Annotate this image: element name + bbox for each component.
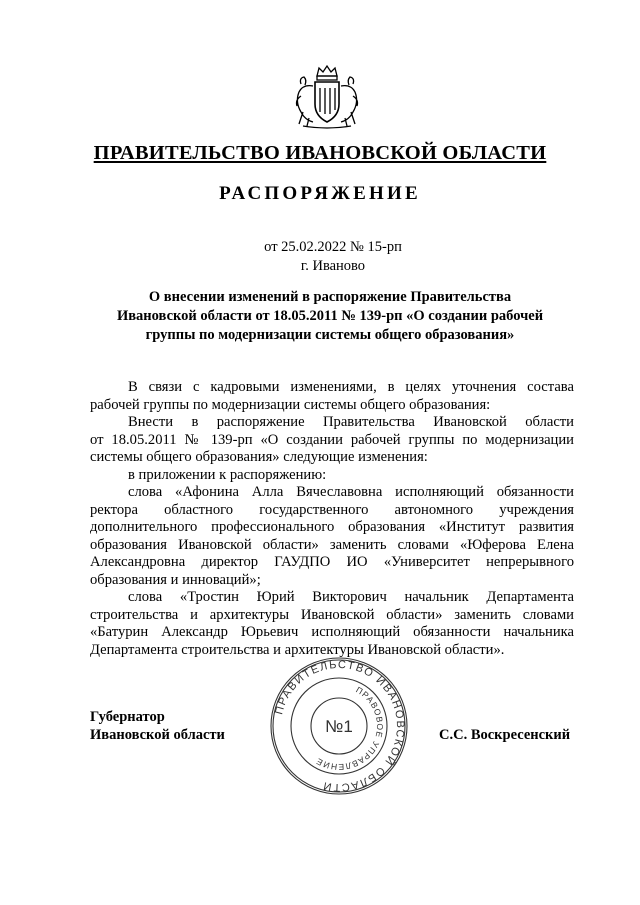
body-line: строительства и архитектуры Ивановской области» заменить словами bbox=[90, 606, 574, 623]
stamp-ring-text: ПРАВИТЕЛЬСТВО ИВАНОВСКОЙ ОБЛАСТИ bbox=[273, 658, 407, 794]
document-body bbox=[90, 379, 574, 659]
stamp-inner-text: ПРАВОВОЕ УПРАВЛЕНИЕ bbox=[313, 684, 386, 773]
body-line: дополнительного профессионального образования «Институт развития bbox=[90, 519, 574, 535]
stamp-number: №1 bbox=[325, 717, 353, 736]
signatory-title-line: Губернатор bbox=[90, 709, 165, 725]
signatory-title bbox=[90, 708, 225, 744]
organization-title: ПРАВИТЕЛЬСТВО ИВАНОВСКОЙ ОБЛАСТИ bbox=[93, 142, 547, 164]
document-date-number: от 25.02.2022 № 15-рп bbox=[264, 239, 402, 255]
body-line: рабочей группы по модернизации системы общего образования: bbox=[90, 396, 491, 413]
body-line: Внести в распоряжение Правительства Ивановской области bbox=[128, 414, 574, 430]
body-line: «Батурин Александр Юрьевич исполняющий обязанности начальника bbox=[90, 624, 574, 640]
subject-line: О внесении изменений в распоряжение Правительства bbox=[148, 289, 512, 305]
body-line: Александровна директор ГАУДПО ИО «Университет непрерывного bbox=[90, 554, 574, 570]
body-line: системы общего образования» следующие изменения: bbox=[90, 449, 428, 465]
body-line: образования Ивановской области» заменить словами «Юферова Елена bbox=[90, 536, 574, 553]
body-line: от 18.05.2011 № 139-рп «О создании рабочей группы по модернизации bbox=[90, 431, 574, 448]
body-line: слова «Тростин Юрий Викторович начальник Департамента bbox=[128, 589, 574, 605]
body-line: образования и инноваций»; bbox=[90, 571, 261, 588]
official-stamp bbox=[268, 655, 410, 797]
body-line: В связи с кадровыми изменениями, в целях уточнения состава bbox=[128, 379, 574, 395]
subject-line: группы по модернизации системы общего образования» bbox=[145, 327, 515, 343]
document-city: г. Иваново bbox=[300, 258, 366, 274]
subject-line: Ивановской области от 18.05.2011 № 139-рп «О создании рабочей bbox=[116, 308, 544, 324]
body-line: ректора областного государственного автономного учреждения bbox=[90, 501, 574, 518]
document-type: РАСПОРЯЖЕНИЕ bbox=[219, 183, 421, 204]
signatory-title-line: Ивановской области bbox=[90, 727, 225, 743]
body-line: Департамента строительства и архитектуры Ивановской области». bbox=[90, 641, 505, 658]
coat-of-arms-icon bbox=[289, 62, 365, 130]
document-subject bbox=[60, 288, 600, 345]
body-line: слова «Афонина Алла Вячеславовна исполняющий обязанности bbox=[128, 484, 574, 500]
body-line: в приложении к распоряжению: bbox=[128, 466, 327, 483]
signatory-name: С.С. Воскресенский bbox=[439, 727, 571, 743]
